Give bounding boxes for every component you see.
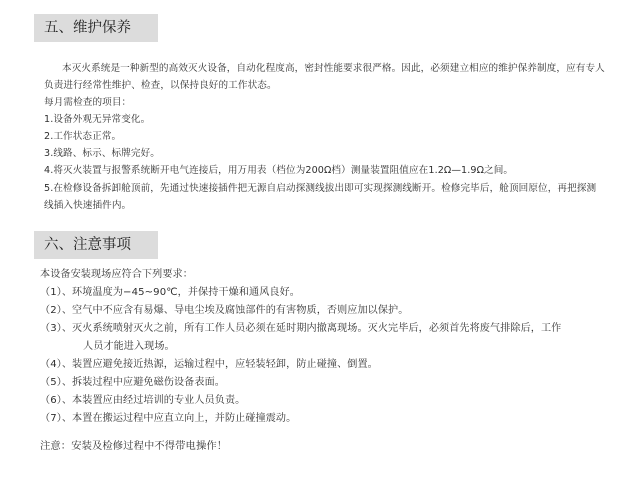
requirement-item: （2）、空气中不应含有易爆、导电尘埃及腐蚀部件的有害物质，否则应加以保护。 [40, 305, 409, 316]
maintenance-paragraph-line: 负责进行经常性维护、检查，以保持良好的工作状态。 [44, 80, 277, 91]
requirement-item-continued: 人员才能进入现场。 [83, 341, 175, 352]
safety-note: 注意：安装及检修过程中不得带电操作！ [40, 440, 228, 452]
check-item-continued: 线插入快速插件内。 [44, 200, 132, 211]
maintenance-paragraph-line: 本灭火系统是一种新型的高效灭火设备，自动化程度高，密封性能要求很严格。因此，必须建立相应的维护保养制度，应有专人 [62, 63, 605, 74]
requirement-item: （4）、装置应避免接近热源，运输过程中，应轻装轻卸，防止碰撞、倒置。 [40, 359, 378, 370]
check-item: 5.在检修设备拆卸舱顶前，先通过快速接插件把无源自启动探测线拔出即可实现探测线断开。检修完毕后，舱顶回原位，再把探测 [44, 183, 597, 194]
section-heading-precautions: 六、注意事项 [34, 231, 158, 259]
requirements-intro: 本设备安装现场应符合下列要求： [40, 269, 193, 280]
check-item: 2.工作状态正常。 [44, 131, 122, 142]
monthly-check-heading: 每月需检查的项目： [44, 97, 132, 108]
requirement-item: （5）、拆装过程中应避免磁伤设备表面。 [40, 377, 225, 388]
requirement-item: （3）、灭火系统喷射灭火之前，所有工作人员必须在延时期内撤离现场。灭火完毕后，必须首先将废气排除后，工作 [40, 323, 562, 334]
requirement-item: （7）、本置在搬运过程中应直立向上，并防止碰撞震动。 [40, 413, 297, 424]
requirement-item: （6）、本装置应由经过培训的专业人员负责。 [40, 395, 246, 406]
section-heading-maintenance: 五、维护保养 [34, 14, 158, 42]
requirement-item: （1）、环境温度为−45~90℃，并保持干燥和通风良好。 [40, 287, 300, 298]
check-item: 3.线路、标示、标牌完好。 [44, 148, 160, 159]
check-item: 1.设备外观无异常变化。 [44, 114, 151, 125]
check-item: 4.将灭火装置与报警系统断开电气连接后，用万用表（档位为200Ω档）测量装置阻值应在1.2Ω—1.9Ω之间。 [44, 165, 514, 176]
